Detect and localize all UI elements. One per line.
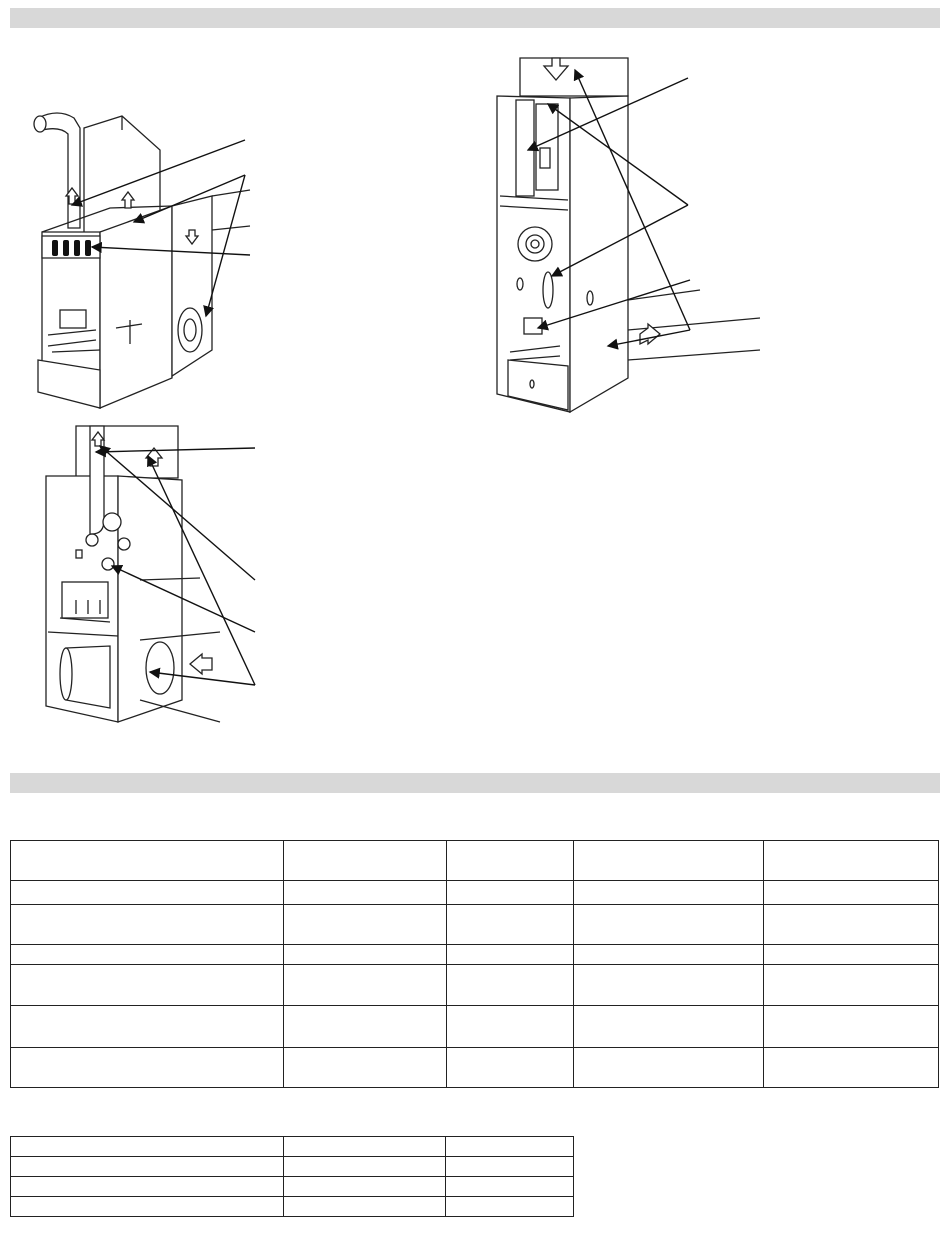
table-cell	[446, 945, 574, 965]
table-cell	[11, 1177, 284, 1197]
table-cell	[283, 1047, 446, 1087]
table-cell	[764, 841, 939, 881]
table-cell	[11, 1137, 284, 1157]
table-cell	[11, 1197, 284, 1217]
table-row	[11, 1197, 574, 1217]
table-cell	[446, 1157, 574, 1177]
table-row	[11, 841, 939, 881]
table-cell	[446, 1005, 574, 1047]
table-cell	[11, 1157, 284, 1177]
table-cell	[574, 965, 764, 1005]
table-cell	[11, 905, 284, 945]
table-cell	[283, 945, 446, 965]
table-cell	[446, 1197, 574, 1217]
table-cell	[764, 945, 939, 965]
table-cell	[446, 1047, 574, 1087]
table-cell	[446, 1137, 574, 1157]
counterflow-furnace-diagram	[497, 58, 760, 412]
table-row	[11, 1157, 574, 1177]
table-cell	[446, 1177, 574, 1197]
table-row	[11, 1177, 574, 1197]
table-row	[11, 1005, 939, 1047]
table-row	[11, 965, 939, 1005]
table-cell	[446, 881, 574, 905]
upflow-furnace-diagram	[34, 113, 250, 408]
table-cell	[283, 965, 446, 1005]
table-cell	[764, 1047, 939, 1087]
table-cell	[446, 841, 574, 881]
table-cell	[574, 881, 764, 905]
table-cell	[283, 1005, 446, 1047]
section-header-bar-middle	[10, 773, 940, 793]
table-cell	[574, 1005, 764, 1047]
table-row	[11, 1137, 574, 1157]
table-cell	[764, 965, 939, 1005]
table-cell	[11, 945, 284, 965]
table-cell	[574, 841, 764, 881]
specification-table-small	[10, 1136, 574, 1217]
table-cell	[764, 905, 939, 945]
table-cell	[764, 1005, 939, 1047]
table-cell	[446, 905, 574, 945]
table-cell	[283, 841, 446, 881]
table-cell	[446, 965, 574, 1005]
table-cell	[283, 1177, 446, 1197]
table-cell	[11, 1005, 284, 1047]
table-cell	[11, 841, 284, 881]
table-cell	[764, 881, 939, 905]
table-cell	[283, 1197, 446, 1217]
table-row	[11, 945, 939, 965]
table-cell	[283, 1137, 446, 1157]
table-cell	[11, 881, 284, 905]
table-cell	[574, 905, 764, 945]
horizontal-furnace-diagram	[46, 426, 255, 722]
table-cell	[283, 881, 446, 905]
table-cell	[283, 905, 446, 945]
table-row	[11, 1047, 939, 1087]
specification-table-large	[10, 840, 939, 1088]
table-row	[11, 881, 939, 905]
table-cell	[283, 1157, 446, 1177]
table-cell	[11, 965, 284, 1005]
table-cell	[574, 1047, 764, 1087]
table-cell	[574, 945, 764, 965]
table-row	[11, 905, 939, 945]
table-cell	[11, 1047, 284, 1087]
